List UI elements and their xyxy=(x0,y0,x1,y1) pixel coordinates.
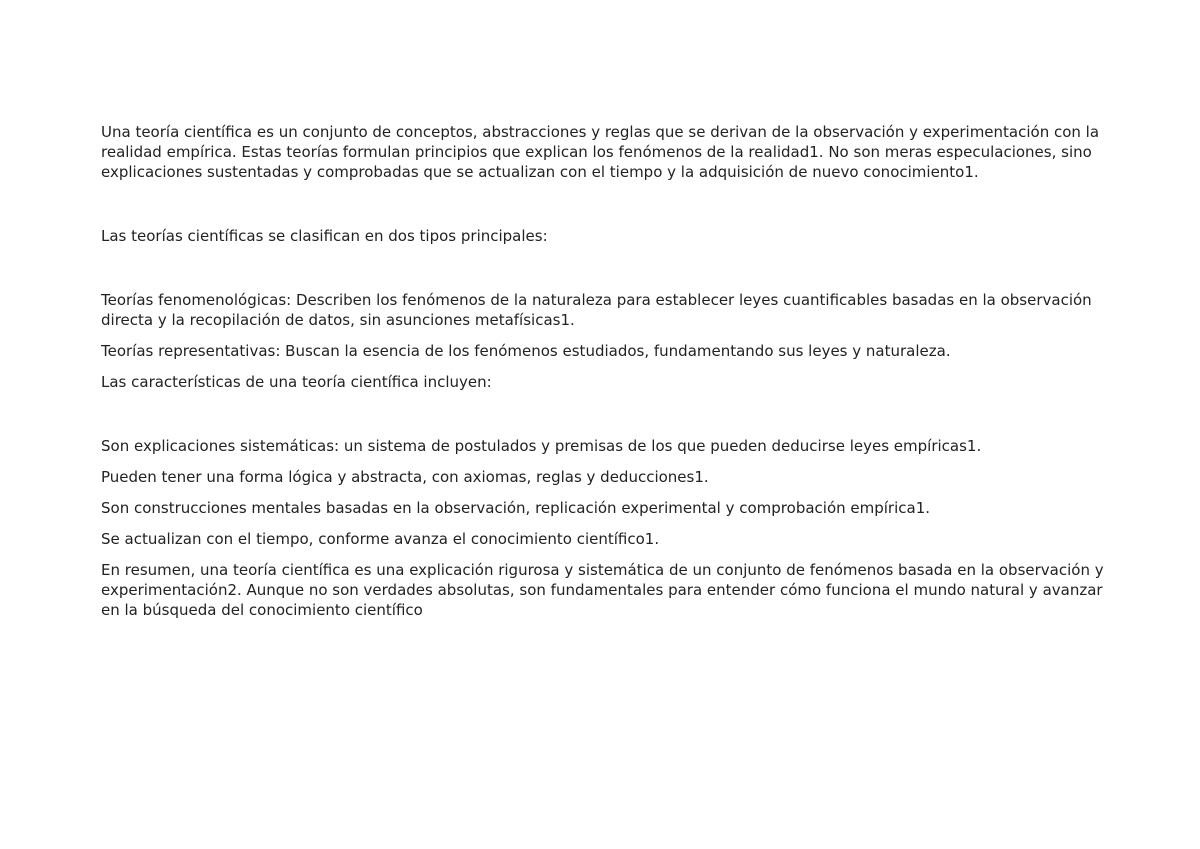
classification-heading: Las teorías científicas se clasifican en dos tipos principales: xyxy=(101,227,548,245)
intro-paragraph: Una teoría científica es un conjunto de conceptos, abstracciones y reglas que se derivan de la observación y experimentación con la realidad empírica. Estas teorías formulan principios que explican los fenómenos de la realidad1. No son meras especulaciones, sino explicaciones sustentadas y comprobadas que se actualizan con el tiempo y la adquisición de nuevo conocimiento1. xyxy=(101,123,1100,181)
characteristic-updated-over-time: Se actualizan con el tiempo, conforme avanza el conocimiento científico1. xyxy=(101,530,660,548)
representative-theories-paragraph: Teorías representativas: Buscan la esencia de los fenómenos estudiados, fundamentando sus leyes y naturaleza. xyxy=(101,342,951,360)
characteristic-logical-form: Pueden tener una forma lógica y abstracta, con axiomas, reglas y deducciones1. xyxy=(101,468,709,486)
characteristic-systematic: Son explicaciones sistemáticas: un sistema de postulados y premisas de los que pueden deducirse leyes empíricas1. xyxy=(101,437,982,455)
characteristic-mental-constructions: Son construcciones mentales basadas en la observación, replicación experimental y comprobación empírica1. xyxy=(101,499,931,517)
document-body xyxy=(101,122,1111,620)
characteristics-heading: Las características de una teoría científica incluyen: xyxy=(101,373,492,391)
summary-paragraph: En resumen, una teoría científica es una explicación rigurosa y sistemática de un conjunto de fenómenos basada en la observación y experimentación2. Aunque no son verdades absolutas, son fundamentales para entender cómo funciona el mundo natural y avanzar en la búsqueda del conocimiento científico xyxy=(101,561,1104,619)
phenomenological-theories-paragraph: Teorías fenomenológicas: Describen los fenómenos de la naturaleza para establecer leyes cuantificables basadas en la observación directa y la recopilación de datos, sin asunciones metafísicas1. xyxy=(101,291,1092,329)
